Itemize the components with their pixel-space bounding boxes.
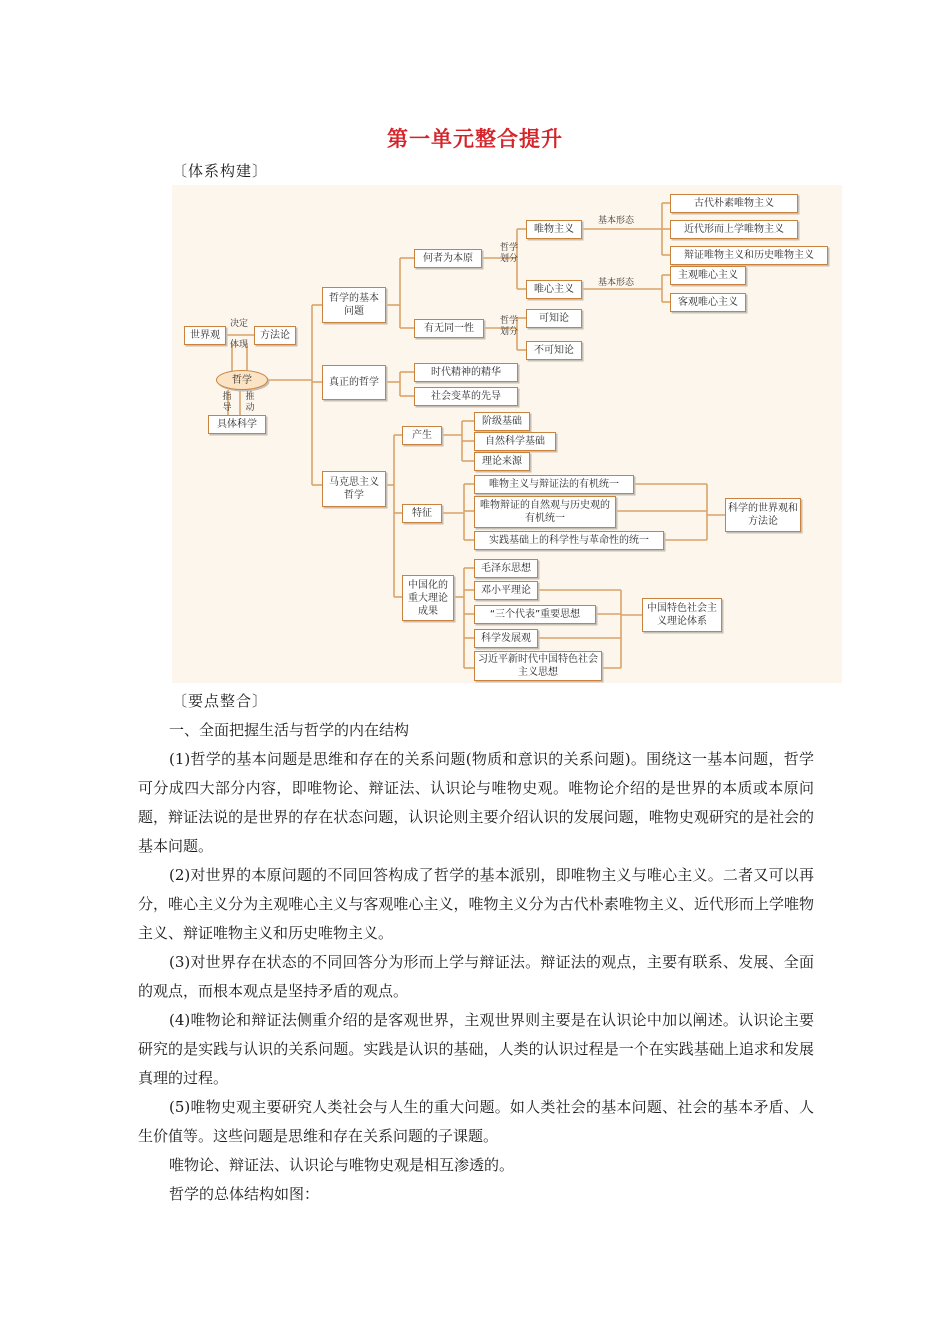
label-decide: 决定: [230, 319, 249, 329]
label-promote: 推动: [245, 392, 255, 413]
section-label-key-points: 〔要点整合〕: [172, 692, 269, 710]
label-basic-form-1: 基本形态: [598, 216, 635, 226]
paragraph-3: (3)对世界存在状态的不同回答分为形而上学与辩证法。辩证法的观点，主要有联系、发展、全面的观点，而根本观点是坚持矛盾的观点。: [138, 953, 814, 1000]
node-objective-idealism: 客观唯心主义: [670, 293, 746, 312]
paragraph-5: (5)唯物史观主要研究人类社会与人生的重大问题。如人类社会的基本问题、社会的基本矛盾、人生价值等。这些问题是思维和存在关系问题的子课题。: [138, 1098, 814, 1145]
node-worldview: 世界观: [184, 326, 226, 345]
label-division-1: 哲学划分: [499, 243, 518, 264]
node-concrete-science: 具体科学: [208, 415, 266, 434]
paragraph-4: (4)唯物论和辩证法侧重介绍的是客观世界，主观世界则主要是在认识论中加以阐述。认识论主要研究的是实践与认识的关系问题。实践是认识的基础，人类的认识过程是一个在实践基础上追求和发展真理的过程。: [138, 1011, 814, 1087]
node-sinicized-theory: 中国化的重大理论成果: [402, 575, 454, 621]
node-dialectical-materialism: 辩证唯物主义和历史唯物主义: [670, 246, 828, 265]
node-three-represents: “三个代表”重要思想: [474, 605, 596, 624]
node-subjective-idealism: 主观唯心主义: [670, 266, 746, 285]
node-unknowable: 不可知论: [526, 341, 582, 360]
page-title: 第一单元整合提升: [387, 127, 563, 151]
node-scientific-development: 科学发展观: [474, 629, 538, 648]
node-basic-problem: 哲学的基本问题: [322, 287, 386, 323]
node-origin-question: 何者为本原: [414, 249, 482, 268]
node-knowable: 可知论: [526, 309, 582, 328]
label-division-2: 哲学划分: [499, 316, 518, 337]
node-feature-2: 唯物辩证的自然观与历史观的有机统一: [474, 496, 616, 528]
paragraph-6: 唯物论、辩证法、认识论与唯物史观是相互渗透的。: [169, 1156, 515, 1174]
node-idealism: 唯心主义: [526, 280, 582, 299]
heading-inner-structure: 一、全面把握生活与哲学的内在结构: [169, 721, 410, 739]
paragraph-1: (1)哲学的基本问题是思维和存在的关系问题(物质和意识的关系问题)。围绕这一基本问题，哲学可分成四大部分内容，即唯物论、辩证法、认识论与唯物史观。唯物论介绍的是世界的本质或本原问题，辩证法说的是世界的存在状态问题，认识论则主要介绍认识的发展问题，唯物史观研究的是社会的基本问题。: [138, 750, 814, 855]
node-zeitgeist: 时代精神的精华: [414, 363, 518, 382]
node-scientific-worldview: 科学的世界观和方法论: [725, 498, 801, 532]
label-embody: 体现: [230, 340, 249, 350]
node-ancient-materialism: 古代朴素唯物主义: [670, 194, 798, 213]
node-philosophy: 哲学: [216, 370, 268, 390]
node-social-pioneer: 社会变革的先导: [414, 387, 518, 406]
node-socialist-theory-system: 中国特色社会主义理论体系: [642, 598, 722, 632]
label-guide: 指导: [222, 392, 232, 413]
node-mao: 毛泽东思想: [474, 559, 538, 578]
section-label-structure: 〔体系构建〕: [172, 162, 269, 180]
node-xi-thought: 习近平新时代中国特色社会主义思想: [474, 651, 602, 681]
node-modern-materialism: 近代形而上学唯物主义: [670, 220, 798, 239]
paragraph-2: (2)对世界的本原问题的不同回答构成了哲学的基本派别，即唯物主义与唯心主义。二者又可以再分，唯心主义分为主观唯心主义与客观唯心主义，唯物主义分为古代朴素唯物主义、近代形而上学唯物主义、辩证唯物主义和历史唯物主义。: [138, 866, 814, 942]
node-marxist-philosophy: 马克思主义哲学: [322, 471, 386, 507]
paragraph-7: 哲学的总体结构如图：: [169, 1185, 320, 1203]
label-basic-form-2: 基本形态: [598, 278, 635, 288]
node-feature-3: 实践基础上的科学性与革命性的统一: [474, 531, 664, 550]
concept-map: [172, 185, 842, 683]
node-deng: 邓小平理论: [474, 581, 538, 600]
node-feature-1: 唯物主义与辩证法的有机统一: [474, 475, 634, 494]
node-produce: 产生: [402, 426, 442, 445]
node-identity-question: 有无同一性: [414, 319, 484, 338]
node-materialism: 唯物主义: [526, 220, 582, 239]
node-methodology: 方法论: [254, 326, 296, 345]
node-class-basis: 阶级基础: [474, 412, 530, 431]
node-theory-source: 理论来源: [474, 452, 530, 471]
node-true-philosophy: 真正的哲学: [322, 365, 386, 400]
node-natural-science: 自然科学基础: [474, 432, 556, 451]
body-text: [138, 716, 814, 1209]
node-features: 特征: [402, 504, 442, 523]
